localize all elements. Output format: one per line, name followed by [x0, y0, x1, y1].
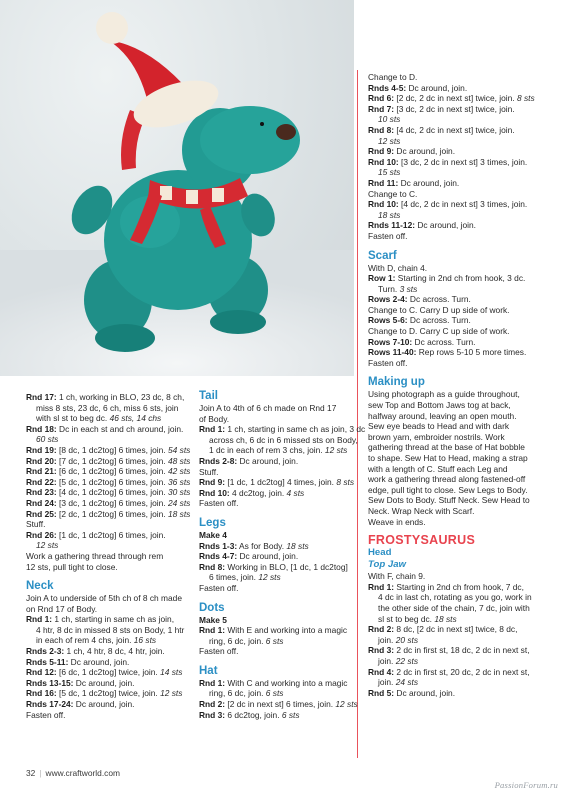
instruction-line: Rnds 2-3: 1 ch, 4 htr, 8 dc, 4 htr, join. — [26, 646, 165, 657]
instruction-line: across ch, 6 dc in 6 missed sts on Body, — [209, 434, 358, 445]
instruction-line: 60 sts — [36, 434, 59, 445]
instruction-line: Rnd 12: [6 dc, 1 dc2tog] twice, join. 14 sts — [26, 667, 183, 678]
instruction-line: Join A to underside of 5th ch of 8 ch made — [26, 593, 182, 604]
instruction-line: 10 sts — [378, 114, 401, 125]
instruction-line: Rnd 4: 2 dc in first st, 20 dc, 2 dc in next st, — [368, 666, 530, 677]
watermark: PassionForum.ru — [494, 780, 558, 790]
instruction-line: Rnd 1: With E and working into a magic — [199, 625, 348, 636]
column-body-neck — [26, 392, 191, 720]
instruction-line: Rnd 7: [3 dc, 2 dc in next st] twice, join. — [368, 103, 515, 114]
making-up-line: Sew eye beads to Head and with dark — [368, 421, 510, 432]
instruction-line: Rnd 18: Dc in each st and ch around, join. — [26, 423, 184, 434]
making-up-line: sew Top and Bottom Jaws tog at back, — [368, 400, 511, 411]
instruction-line: sl st to beg dc. 18 sts — [378, 613, 457, 624]
making-up-line: to shape. Sew Hat to Head, making a strap — [368, 453, 528, 463]
instruction-line: Rnd 3: 6 dc2tog, join. 6 sts — [199, 709, 300, 720]
tail-heading: Tail — [199, 390, 218, 402]
top-jaw-subheading: Top Jaw — [368, 559, 407, 571]
instruction-line: Turn. 3 sts — [378, 283, 418, 294]
instruction-line: Rnds 1-3: As for Body. 18 sts — [199, 540, 309, 551]
instruction-line: Rnd 5: Dc around, join. — [368, 687, 456, 698]
hat-heading: Hat — [199, 664, 218, 677]
instruction-line: Rnd 8: Working in BLO, [1 dc, 1 dc2tog] — [199, 561, 348, 572]
make-count: Make 4 — [199, 529, 227, 540]
instruction-line: Rnd 25: [2 dc, 1 dc2tog] 6 times, join. 18 sts — [26, 508, 191, 519]
instruction-line: Rnd 26: [1 dc, 1 dc2tog] 6 times, join. — [26, 529, 166, 540]
making-up-line: Neck. Wrap Neck with Scarf. — [368, 505, 475, 516]
instruction-line: Rows 7-10: Dc across. Turn. — [368, 336, 476, 347]
instruction-line: Rnds 2-8: Dc around, join. — [199, 455, 299, 466]
instruction-line: Rnd 21: [6 dc, 1 dc2tog] 6 times, join. 42 sts — [26, 466, 191, 477]
instruction-line: Rnd 19: [8 dc, 1 dc2tog] 6 times, join. 54 sts — [26, 444, 191, 455]
instruction-line: Fasten off. — [199, 646, 239, 657]
instruction-line: 4 dc in last ch, rotating as you go, work in — [378, 592, 532, 603]
scarf-heading: Scarf — [368, 249, 397, 262]
instruction-line: Rnd 20: [7 dc, 1 dc2tog] 6 times, join. 48 sts — [26, 455, 191, 466]
instruction-line: 12 sts, pull tight to close. — [26, 561, 118, 572]
instruction-line: 18 sts — [378, 209, 401, 220]
instruction-line: Change to C. Carry D up side of work. — [368, 304, 510, 315]
making-up-line: edge, pull tight to close. Sew Legs to Body. — [368, 484, 528, 495]
instruction-line: Rnd 1: 1 ch, starting in same ch as join, — [26, 614, 175, 625]
instruction-line: Rnds 4-7: Dc around, join. — [199, 551, 299, 562]
page-footer: 32 | www.craftworld.com — [26, 768, 120, 778]
instruction-line: Change to D. — [368, 72, 418, 82]
making-up-line: Weave in ends. — [368, 516, 426, 527]
instruction-line: ring, 6 dc, join. 6 sts — [209, 635, 284, 646]
instruction-line: 1 dc in each of rem 3 chs, join. 12 sts — [209, 445, 348, 456]
making-up-line: brown yarn, embroider nostrils. Work — [368, 431, 505, 442]
instruction-line: ring, 6 dc, join. 6 sts — [209, 688, 284, 699]
instruction-line: Fasten off. — [368, 230, 408, 241]
instruction-line: Rnd 10: 4 dc2tog, join. 4 sts — [199, 487, 305, 498]
instruction-line: Rnds 11-12: Dc around, join. — [368, 220, 477, 231]
instruction-line: with sl st to beg dc. 46 sts, 14 chs — [36, 413, 162, 424]
making-up-heading: Making up — [368, 376, 425, 389]
instruction-line: miss 8 sts, 23 dc, 6 ch, miss 6 sts, join — [36, 402, 179, 413]
column-hat-scarf-making-up — [368, 72, 538, 698]
instruction-line: With F, chain 9. — [368, 571, 426, 582]
instruction-line: Rnd 24: [3 dc, 1 dc2tog] 6 times, join. 24 sts — [26, 497, 191, 508]
dinosaur-photo — [0, 0, 354, 376]
instruction-line: 12 sts — [36, 540, 59, 551]
instruction-line: Join A to 4th of 6 ch made on Rnd 17 — [199, 403, 337, 413]
frostysaurus-heading: FROSTYSAURUS — [368, 533, 476, 548]
instruction-line: Rnd 3: 2 dc in first st, 18 dc, 2 dc in next st, — [368, 645, 530, 656]
instruction-line: Fasten off. — [368, 357, 408, 368]
making-up-line: gathering thread at the base of Hat bobble — [368, 442, 525, 453]
instruction-line: Fasten off. — [199, 582, 239, 593]
instruction-line: Rnd 1: With C and working into a magic — [199, 677, 348, 688]
instruction-line: With D, chain 4. — [368, 262, 428, 273]
instruction-line: Row 1: Starting in 2nd ch from hook, 3 dc. — [368, 273, 526, 284]
making-up-line: halfway around, leaving an open mouth. — [368, 410, 517, 421]
instruction-line: join. 20 sts — [378, 634, 419, 645]
instruction-line: Rnd 11: Dc around, join. — [368, 177, 460, 188]
instruction-line: Fasten off. — [26, 709, 66, 720]
instruction-line: Rnds 4-5: Dc around, join. — [368, 82, 468, 93]
instruction-line: Rows 2-4: Dc across. Turn. — [368, 294, 471, 305]
instruction-line: join. 24 sts — [378, 677, 419, 688]
instruction-line: Rnd 2: [2 dc in next st] 6 times, join. 12 sts — [199, 699, 358, 710]
instruction-line: in each of rem 4 chs, join. 16 sts — [36, 635, 157, 646]
instruction-line: the other side of the chain, 7 dc, join with — [378, 602, 530, 613]
page-number: 32 — [26, 768, 36, 778]
instruction-line: 6 times, join. 12 sts — [209, 572, 281, 583]
making-up-line: work a gathering thread along fastened-off — [368, 474, 526, 485]
column-tail-legs-dots-hat — [199, 390, 366, 720]
instruction-line: Rnds 17-24: Dc around, join. — [26, 699, 135, 710]
instruction-line: join. 22 sts — [378, 655, 419, 666]
instruction-line: Change to C. — [368, 188, 418, 199]
instruction-line: Rnd 2: 8 dc, [2 dc in next st] twice, 8 dc, — [368, 624, 518, 635]
instruction-line: Rnd 10: [4 dc, 2 dc in next st] 3 times, join. — [368, 199, 528, 210]
instruction-line: Rows 11-40: Rep rows 5-10 5 more times. — [368, 347, 527, 358]
instruction-line: Rnds 13-15: Dc around, join. — [26, 677, 135, 688]
website-link[interactable]: www.craftworld.com — [45, 768, 120, 778]
legs-heading: Legs — [199, 516, 226, 529]
instruction-line: 12 sts — [378, 135, 401, 146]
dots-heading: Dots — [199, 601, 225, 614]
instruction-line: Rnd 8: [4 dc, 2 dc in next st] twice, join. — [368, 124, 515, 135]
instruction-line: Rnd 10: [3 dc, 2 dc in next st] 3 times, join. — [368, 156, 528, 167]
instruction-line: Rnd 1: 1 ch, starting in same ch as join, 3 dc — [199, 424, 366, 435]
instruction-line: Rnds 5-11: Dc around, join. — [26, 656, 130, 667]
instruction-line: Rows 5-6: Dc across. Turn. — [368, 315, 471, 326]
instruction-line: of Body. — [199, 413, 230, 424]
making-up-line: Sew Dots to Body. Stuff Neck. Sew Head to — [368, 495, 530, 506]
making-up-line: with a length of C. Stuff each Leg and — [368, 463, 508, 474]
making-up-line: Using photograph as a guide throughout, — [368, 389, 520, 400]
instruction-line: Change to D. Carry C up side of work. — [368, 326, 510, 337]
instruction-line: Fasten off. — [199, 498, 239, 509]
instruction-line: Rnd 9: Dc around, join. — [368, 146, 456, 157]
instruction-line: Rnd 6: [2 dc, 2 dc in next st] twice, join. 8 sts — [368, 93, 535, 104]
instruction-line: Rnd 22: [5 dc, 1 dc2tog] 6 times, join. 36 sts — [26, 476, 191, 487]
instruction-line: Rnd 9: [1 dc, 1 dc2tog] 4 times, join. 8 sts — [199, 477, 355, 488]
instruction-line: 4 htr, 8 dc in missed 8 sts on Body, 1 htr — [36, 624, 185, 635]
instruction-line: Stuff. — [199, 466, 219, 477]
column-divider — [357, 70, 358, 758]
instruction-line: Rnd 1: Starting in 2nd ch from hook, 7 dc, — [368, 581, 524, 592]
neck-heading: Neck — [26, 580, 54, 593]
instruction-line: on Rnd 17 of Body. — [26, 603, 98, 614]
instruction-line: Stuff. — [26, 519, 46, 530]
instruction-line: Work a gathering thread through rem — [26, 550, 164, 561]
instruction-line: Rnd 23: [4 dc, 1 dc2tog] 6 times, join. 30 sts — [26, 487, 191, 498]
make-count: Make 5 — [199, 614, 227, 625]
instruction-line: Rnd 16: [5 dc, 1 dc2tog] twice, join. 12 sts — [26, 688, 183, 699]
instruction-line: 15 sts — [378, 167, 401, 178]
head-subheading: Head — [368, 547, 392, 559]
instruction-line: Rnd 17: 1 ch, working in BLO, 23 dc, 8 ch, — [26, 392, 185, 402]
